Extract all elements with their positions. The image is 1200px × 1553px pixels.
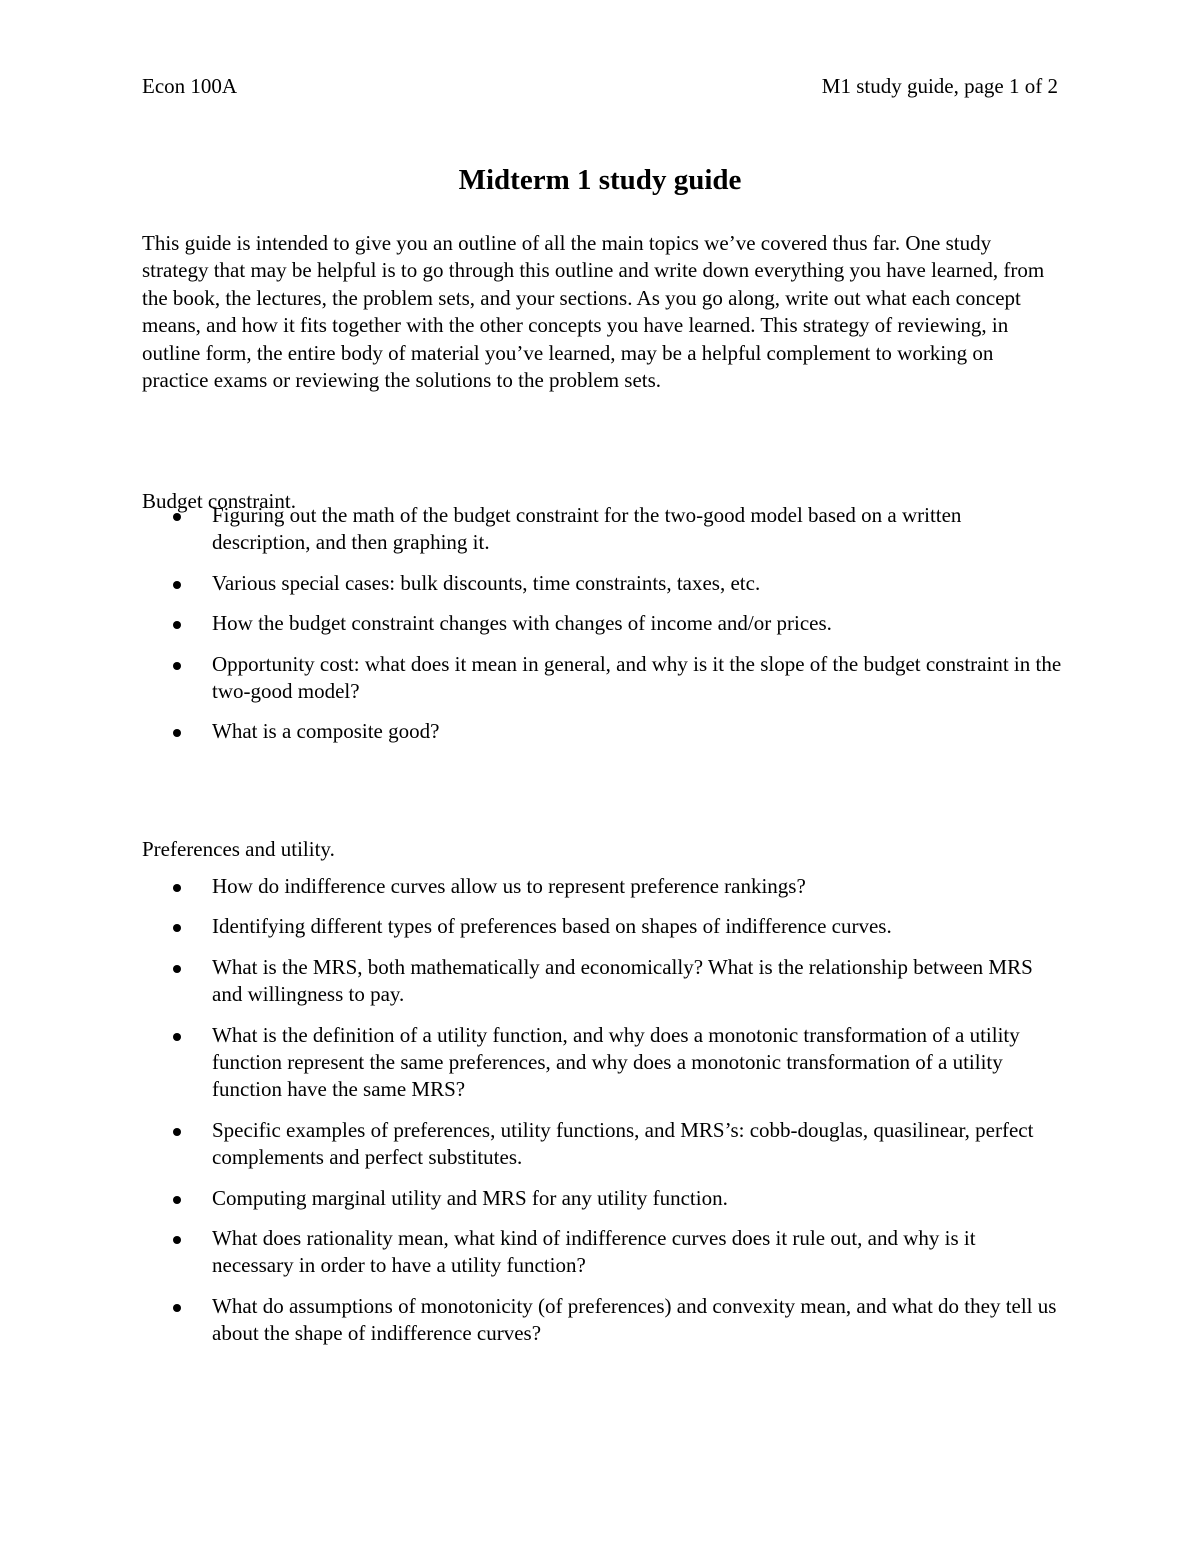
list-item-text: Computing marginal utility and MRS for any utility function. xyxy=(212,1185,728,1210)
bullet-icon xyxy=(173,662,181,670)
bullet-icon xyxy=(173,1033,181,1041)
list-item xyxy=(142,651,1062,706)
bullet-icon xyxy=(173,884,181,892)
header-page-info: M1 study guide, page 1 of 2 xyxy=(821,74,1058,98)
intro-paragraph: This guide is intended to give you an outline of all the main topics we’ve covered thus far. One study strategy that may be helpful is to go through this outline and write down everything you have learned, from the book, the lectures, the problem sets, and your sections. As you go along, write out what each concept means, and how it fits together with the other concepts you have learned. This strategy of reviewing, in outline form, the entire body of material you’ve learned, may be a helpful complement to working on practice exams or reviewing the solutions to the problem sets. xyxy=(142,231,1045,393)
header-course: Econ 100A xyxy=(142,74,238,98)
list-item-text: How do indifference curves allow us to represent preference rankings? xyxy=(212,874,806,898)
budget-topic-list xyxy=(142,502,1062,759)
bullet-icon xyxy=(173,965,181,973)
bullet-icon xyxy=(173,924,181,932)
section-heading-budget: Budget constraint. xyxy=(142,489,296,513)
list-item-text: What do assumptions of monotonicity (of preferences) and convexity mean, and what do they tell us about the shape of indifference curves? xyxy=(212,1293,1057,1346)
list-item xyxy=(142,718,1062,745)
list-item-text: Identifying different types of preferences based on shapes of indifference curves. xyxy=(212,914,892,939)
list-item xyxy=(142,913,1062,940)
list-item xyxy=(142,570,1062,597)
preferences-topic-list xyxy=(142,873,1062,1361)
bullet-icon xyxy=(173,1128,181,1136)
list-item-text: Figuring out the math of the budget constraint for the two-good model based on a written description, and then graphing it. xyxy=(212,503,962,555)
list-item xyxy=(142,1022,1062,1104)
list-item-text: Specific examples of preferences, utility functions, and MRS’s: cobb-douglas, quasilinear, perfect complements and perfect substitutes. xyxy=(212,1117,1034,1170)
list-item-text: Opportunity cost: what does it mean in general, and why is it the slope of the budget constraint in the two-good model? xyxy=(212,651,1062,704)
list-item-text: What is the definition of a utility function, and why does a monotonic transformation of a utility function represent the same preferences, and why does a monotonic transformation of a utility function have the same MRS? xyxy=(212,1022,1020,1102)
list-item xyxy=(142,1185,1062,1212)
list-item xyxy=(142,1117,1062,1172)
bullet-icon xyxy=(173,513,181,521)
list-item-text: What does rationality mean, what kind of indifference curves does it rule out, and why is it necessary in order to have a utility function? xyxy=(212,1226,976,1278)
bullet-icon xyxy=(173,1304,181,1312)
bullet-icon xyxy=(173,1236,181,1244)
list-item xyxy=(142,873,1062,900)
list-item xyxy=(142,502,1062,557)
bullet-icon xyxy=(173,729,181,737)
section-heading-preferences: Preferences and utility. xyxy=(142,837,335,861)
list-item xyxy=(142,1225,1062,1280)
list-item xyxy=(142,954,1062,1009)
bullet-icon xyxy=(173,621,181,629)
list-item xyxy=(142,610,1062,637)
list-item-text: What is a composite good? xyxy=(212,719,440,744)
list-item-text: Various special cases: bulk discounts, time constraints, taxes, etc. xyxy=(212,570,761,595)
bullet-icon xyxy=(173,1196,181,1204)
bullet-icon xyxy=(173,581,181,589)
list-item-text: What is the MRS, both mathematically and economically? What is the relationship between MRS and willingness to pay. xyxy=(212,954,1033,1007)
list-item xyxy=(142,1293,1062,1348)
page-title: Midterm 1 study guide xyxy=(458,164,742,196)
list-item-text: How the budget constraint changes with changes of income and/or prices. xyxy=(212,611,832,636)
